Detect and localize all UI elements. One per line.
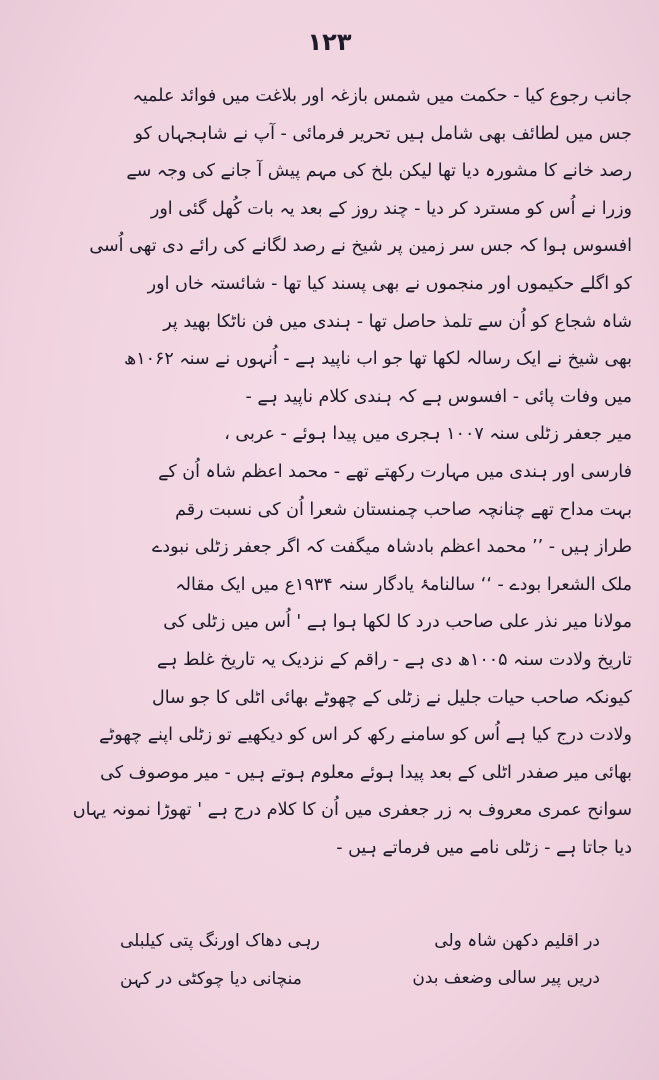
text-line: دیا جاتا ہے - زٹلی نامے میں فرماتے ہیں - <box>336 837 632 858</box>
text-line: سوانح عمری معروف بہ زر جعفری میں اُن کا کلام درج ہے ' تھوڑا نمونہ یہاں <box>72 800 632 821</box>
verse-couplet <box>120 968 600 989</box>
text-line: میر جعفر زٹلی سنہ ۱۰۰۷ ہجری میں پیدا ہوئے - عربی ، <box>224 424 632 445</box>
text-line: تاریخ ولادت سنہ ۱۰۰۵ھ دی ہے - راقم کے نزدیک یہ تاریخ غلط ہے <box>157 649 632 670</box>
verse-hemistich: رہی دھاک اورنگ پتی کیلبلی <box>120 931 320 951</box>
text-line: وزرا نے اُس کو مسترد کر دیا - چند روز کے بعد یہ بات کُھل گئی اور <box>150 198 632 219</box>
text-line: ولادت درج کیا ہے اُس کو سامنے رکھ کر اس کو دیکھیے تو زٹلی اپنے چھوٹے <box>99 725 632 746</box>
text-line: بھائی میر صفدر اٹلی کے بعد پیدا ہوئے معلوم ہوتے ہیں - میر موصوف کی <box>100 762 632 783</box>
verse-couplet <box>120 930 600 951</box>
text-line: جانب رجوع کیا - حکمت میں شمس بازغہ اور بلاغت میں فوائد علمیہ <box>132 86 632 106</box>
verse-hemistich: دریں پیر سالی وضعف بدن <box>412 968 600 988</box>
text-line: رصد خانے کا مشورہ دیا تھا لیکن بلخ کی مہم پیش آ جانے کی وجہ سے <box>126 161 632 182</box>
text-line: مولانا میر نذر علی صاحب درد کا لکھا ہوا ہے ' اُس میں زٹلی کی <box>163 612 632 633</box>
text-line: بہت مداح تھے چنانچہ صاحب چمنستان شعرا اُن کی نسبت رقم <box>175 499 632 520</box>
verse-hemistich: در اقلیم دکھن شاہ ولی <box>434 931 600 951</box>
text-line: طراز ہیں - ’’ محمد اعظم بادشاہ میگفت کہ اگر جعفر زٹلی نبودے <box>152 537 632 558</box>
text-line: جس میں لطائف بھی شامل ہیں تحریر فرمائی - آپ نے شاہجہاں کو <box>134 123 632 144</box>
text-line: کیونکہ صاحب حیات جلیل نے زٹلی کے چھوٹے بھائی اٹلی کا جو سال <box>152 687 632 708</box>
page-number: ۱۲۳ <box>307 28 352 56</box>
text-line: فارسی اور ہندی میں مہارت رکھتے تھے - محمد اعظم شاہ اُن کے <box>158 461 632 482</box>
text-line: میں وفات پائی - افسوس ہے کہ ہندی کلام ناپید ہے - <box>245 386 632 407</box>
text-line: کو اگلے حکیموں اور منجموں نے بھی پسند کیا تھا - شائستہ خاں اور <box>147 273 632 294</box>
text-line: بھی شیخ نے ایک رسالہ لکھا تھا جو اب ناپید ہے - اُنہوں نے سنہ ۱۰۶۲ھ <box>123 349 632 370</box>
verse-hemistich: منچانی دیا چوکٹی در کہن <box>120 969 302 989</box>
text-line: ملک الشعرا بودے - ‘‘ سالنامۂ یادگار سنہ ۱۹۳۴ع میں ایک مقالہ <box>175 574 632 595</box>
body-text <box>66 78 632 867</box>
text-line: افسوس ہوا کہ جس سر زمین پر شیخ نے رصد لگانے کی رائے دی تھی اُسی <box>89 236 632 257</box>
text-line: شاہ شجاع کو اُن سے تلمذ حاصل تھا - ہندی میں فن ناٹکا بھید پر <box>163 311 632 332</box>
